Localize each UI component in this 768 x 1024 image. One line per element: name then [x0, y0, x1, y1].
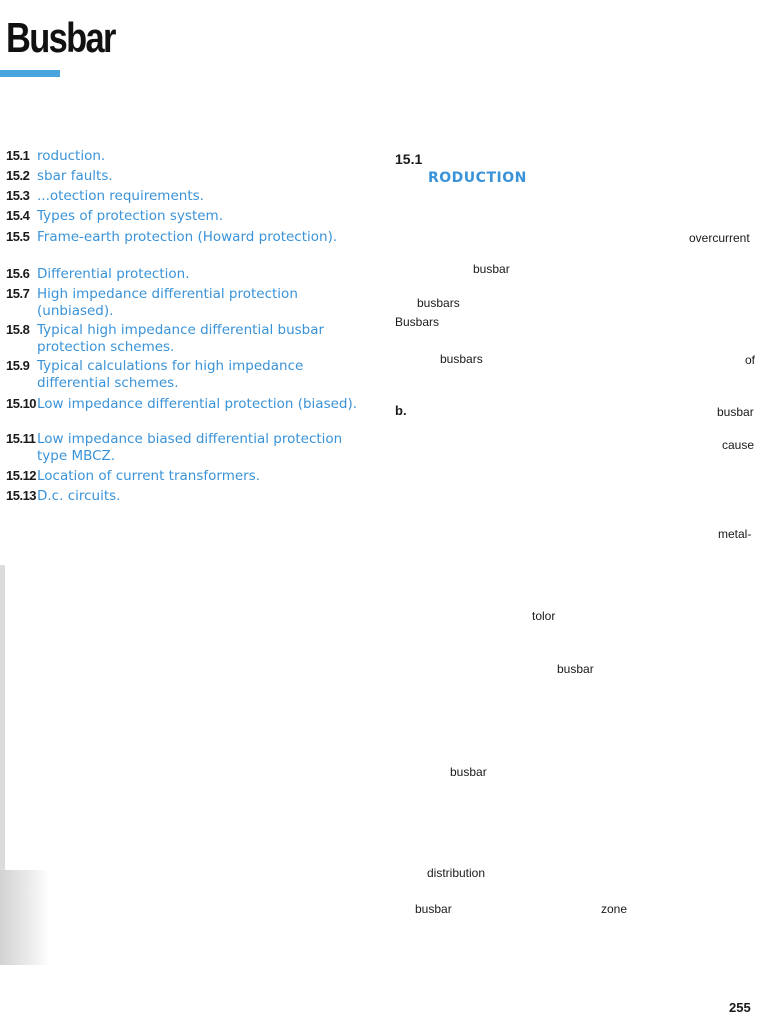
body-text-fragment: b.: [395, 403, 407, 418]
toc-item-number: 15.10: [6, 396, 37, 411]
body-text-fragment: busbar: [473, 262, 510, 276]
toc-item-text: sbar faults.: [37, 168, 113, 184]
toc-item-number: 15.9: [6, 358, 30, 373]
section-number: 15.1: [395, 151, 423, 167]
body-text-fragment: busbar: [557, 662, 594, 676]
toc-item-text: Typical high impedance differential busbar protection schemes.: [37, 322, 325, 355]
toc-item-text: Low impedance biased differential protection type MBCZ.: [37, 431, 343, 464]
body-text-fragment: zone: [601, 902, 628, 916]
toc-item-text: Typical calculations for high impedance differential schemes.: [37, 358, 304, 391]
toc-item-number: 15.13: [6, 488, 37, 503]
page-edge-smudge: [0, 870, 50, 965]
body-text-fragment: cause: [722, 438, 755, 452]
body-text-fragment: busbars: [440, 352, 483, 366]
body-text-fragment: busbar: [717, 405, 754, 419]
toc-item-number: 15.7: [6, 286, 30, 301]
toc-item-number: 15.5: [6, 229, 30, 244]
body-text-fragment: metal-: [718, 527, 752, 541]
body-text-fragment: of: [745, 353, 756, 367]
toc-item-number: 15.11: [6, 431, 36, 446]
toc-item-text: Low impedance differential protection (biased).: [37, 396, 358, 412]
body-text-fragment: busbar: [415, 902, 452, 916]
toc-item-number: 15.3: [6, 188, 30, 203]
toc-item-text: Location of current transformers.: [37, 468, 261, 484]
body-text-fragment: busbars: [417, 296, 460, 310]
body-text-fragment: tolor: [532, 609, 556, 623]
section-heading: RODUCTION: [428, 170, 527, 186]
toc-item-number: 15.8: [6, 322, 30, 337]
toc-item-text: roduction.: [37, 148, 106, 164]
toc-item-text: Types of protection system.: [37, 208, 223, 224]
toc-item-text: Differential protection.: [37, 266, 190, 282]
title-underline: [0, 70, 60, 77]
toc-item-number: 15.1: [6, 148, 30, 163]
page-number: 255: [729, 1000, 751, 1015]
toc-item-text: High impedance differential protection (unbiased).: [37, 286, 298, 319]
body-text-fragment: overcurrent: [689, 231, 750, 245]
toc-item-text: D.c. circuits.: [37, 488, 121, 504]
toc-item-number: 15.12: [6, 468, 37, 483]
body-text-fragment: distribution: [427, 866, 486, 880]
body-text-fragment: Busbars: [395, 315, 440, 329]
toc-item-number: 15.2: [6, 168, 30, 183]
page-edge-shadow: [0, 565, 5, 870]
toc-item-text: ...otection requirements.: [37, 188, 204, 204]
toc-item-number: 15.4: [6, 208, 30, 223]
toc-item-text: Frame-earth protection (Howard protection).: [37, 229, 338, 245]
chapter-title: Busbar: [6, 14, 115, 61]
toc-item-number: 15.6: [6, 266, 30, 281]
body-text-fragment: busbar: [450, 765, 487, 779]
